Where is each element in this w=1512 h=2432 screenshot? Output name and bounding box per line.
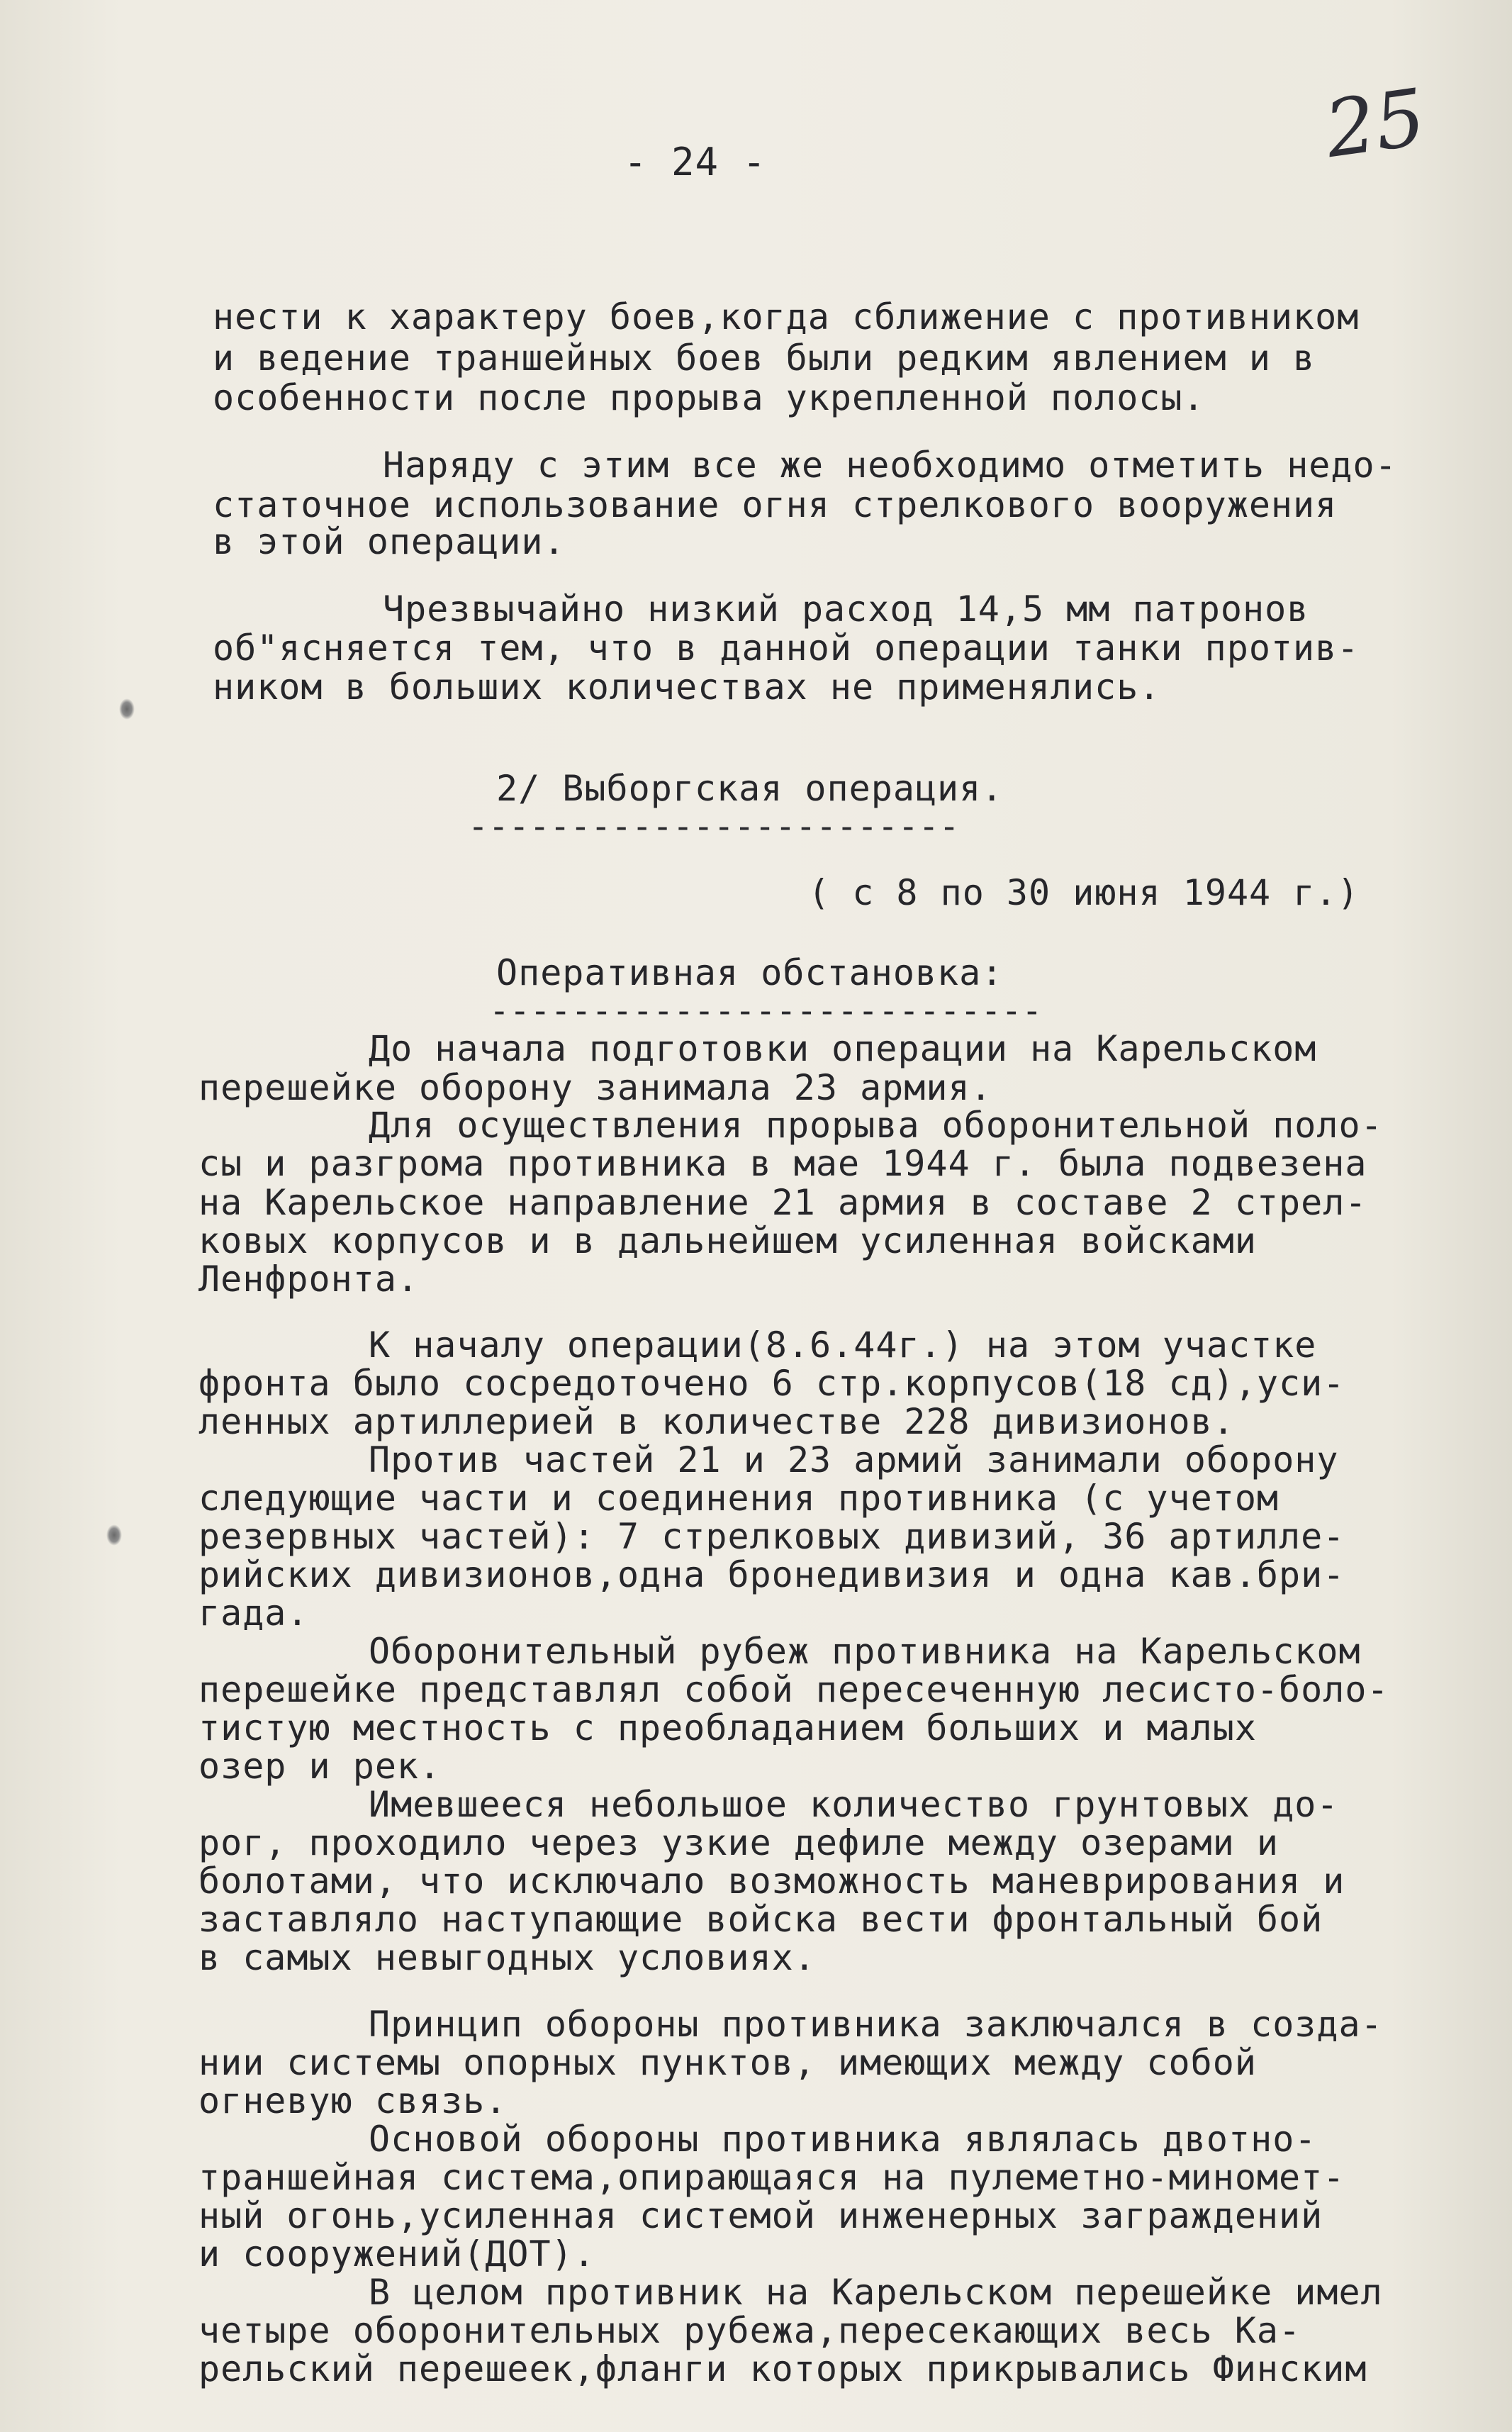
text-line: перешейке оборону занимала 23 армия. xyxy=(198,1067,992,1108)
text-line: особенности после прорыва укрепленной полосы. xyxy=(213,377,1205,418)
text-line: Чрезвычайно низкий расход 14,5 мм патронов xyxy=(383,589,1309,630)
text-line: К началу операции(8.6.44г.) на этом участке xyxy=(369,1324,1317,1366)
text-line: До начала подготовки операции на Карельском xyxy=(369,1028,1317,1069)
text-line: ленных артиллерией в количестве 228 дивизионов. xyxy=(198,1401,1235,1442)
text-line: рийских дивизионов,одна бронедивизия и одна кав.бри- xyxy=(198,1554,1345,1595)
text-line: в самых невыгодных условиях. xyxy=(198,1937,816,1978)
text-line: рельский перешеек,фланги которых прикрывались Финским xyxy=(198,2348,1367,2389)
text-line: ный огонь,усиленная системой инженерных заграждений xyxy=(198,2195,1323,2236)
text-line: Основой обороны противника являлась двотно- xyxy=(369,2119,1317,2160)
text-line: об"ясняется тем, что в данной операции танки против- xyxy=(213,627,1360,669)
text-line: огневую связь. xyxy=(198,2080,508,2121)
text-line: и ведение траншейных боев были редким явлением и в xyxy=(213,338,1316,379)
binding-hole-mark xyxy=(106,1524,122,1546)
text-line: гада. xyxy=(198,1592,309,1634)
text-line: Против частей 21 и 23 армий занимали оборону xyxy=(369,1439,1339,1480)
subheading: Оперативная обстановка: xyxy=(496,952,1004,993)
text-line: Для осуществления прорыва оборонительной поло- xyxy=(369,1105,1383,1146)
text-line: заставляло наступающие войска вести фронтальный бой xyxy=(198,1899,1323,1940)
text-line: статочное использование огня стрелкового вооружения xyxy=(213,484,1338,525)
text-line: резервных частей): 7 стрелковых дивизий, 36 артилле- xyxy=(198,1516,1345,1557)
text-line: Оборонительный рубеж противника на Карельском xyxy=(369,1631,1361,1672)
text-line: нести к характеру боев,когда сближение с противником xyxy=(213,296,1360,338)
page-number: - 24 - xyxy=(624,140,767,184)
handwritten-folio-number: 25 xyxy=(1319,71,1431,176)
text-line: болотами, что исключало возможность маневрирования и xyxy=(198,1861,1345,1902)
text-line: в этой операции. xyxy=(213,521,566,562)
text-line: сы и разгрома противника в мае 1944 г. была подвезена xyxy=(198,1143,1367,1184)
text-line: Принцип обороны противника заключался в созда- xyxy=(369,2004,1383,2045)
text-line: следующие части и соединения противника (с учетом xyxy=(198,1478,1279,1519)
text-line: В целом противник на Карельском перешейке имел xyxy=(369,2272,1383,2313)
text-line: на Карельское направление 21 армия в составе 2 стрел- xyxy=(198,1182,1367,1223)
section-title: 2/ Выборгская операция. xyxy=(496,768,1004,809)
text-line: перешейке представлял собой пересеченную лесисто-боло- xyxy=(198,1669,1389,1710)
text-line: озер и рек. xyxy=(198,1746,442,1787)
text-line: Имевшееся небольшое количество грунтовых до- xyxy=(369,1784,1339,1825)
text-line: нии системы опорных пунктов, имеющих между собой xyxy=(198,2042,1257,2083)
binding-hole-mark xyxy=(119,698,135,720)
text-line: ковых корпусов и в дальнейшем усиленная войсками xyxy=(198,1220,1257,1261)
text-line: траншейная система,опирающаяся на пулеметно-миномет- xyxy=(198,2157,1345,2198)
text-line: тистую местность с преобладанием больших и малых xyxy=(198,1707,1257,1748)
text-line: четыре оборонительных рубежа,пересекающих весь Ка- xyxy=(198,2310,1301,2351)
section-title-underline: ------------------------ xyxy=(468,807,960,847)
operation-dates: ( с 8 по 30 июня 1944 г.) xyxy=(808,872,1360,913)
subheading-underline: --------------------------- xyxy=(489,991,1043,1031)
text-line: рог, проходило через узкие дефиле между озерами и xyxy=(198,1822,1279,1863)
text-line: и сооружений(ДОТ). xyxy=(198,2233,595,2275)
text-line: ником в больших количествах не применялись. xyxy=(213,666,1161,708)
text-line: фронта было сосредоточено 6 стр.корпусов(18 сд),уси- xyxy=(198,1363,1345,1404)
text-line: Наряду с этим все же необходимо отметить недо- xyxy=(383,445,1397,486)
text-line: Ленфронта. xyxy=(198,1259,420,1300)
